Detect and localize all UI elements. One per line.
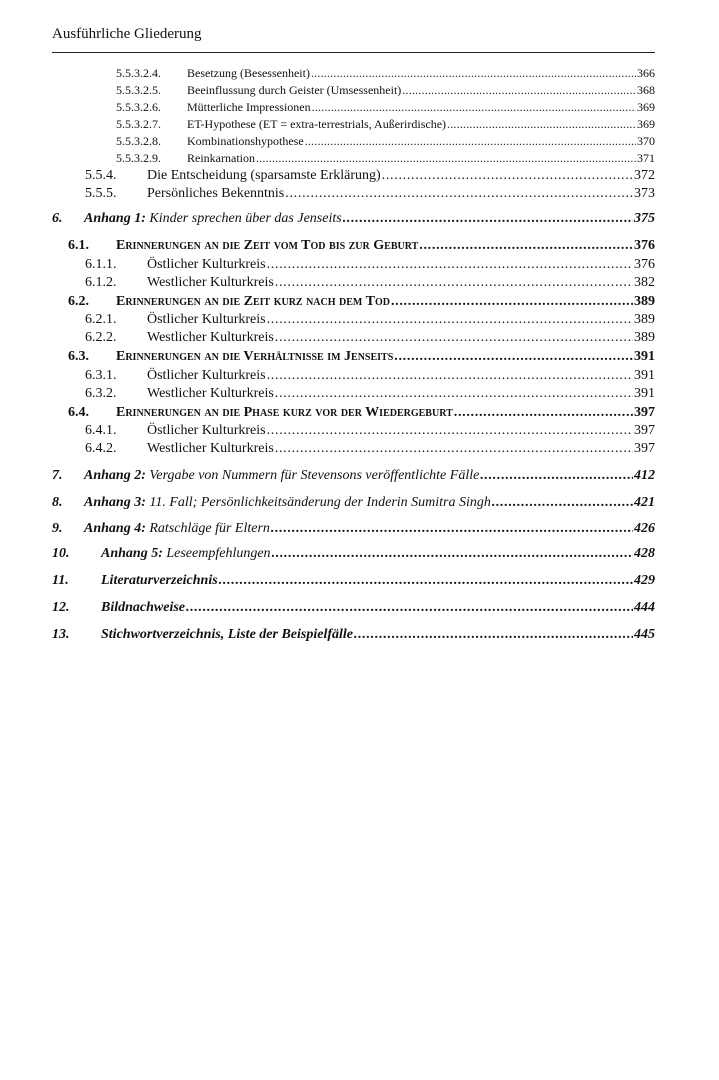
toc-page-number: 444	[634, 600, 655, 615]
toc-page-number: 376	[634, 257, 655, 272]
toc-page-number: 369	[637, 117, 655, 131]
toc-entry-number: 5.5.5.	[85, 186, 117, 201]
toc-page-number: 426	[634, 521, 655, 536]
toc-entry-number: 6.2.2.	[85, 330, 117, 345]
toc-leader-dots	[272, 546, 633, 562]
toc-entry-title-bold: Stichwortverzeichnis, Liste der Beispielfälle	[101, 627, 353, 642]
toc-entry-title-rest: Vergabe von Nummern für Stevensons veröffentlichte Fälle	[145, 468, 480, 483]
toc-page-number: 391	[634, 349, 655, 364]
toc-entry-number: 7.	[52, 468, 63, 483]
toc-leader-dots	[312, 100, 636, 115]
toc-entry-number: 5.5.3.2.6.	[116, 100, 161, 114]
toc-page-number: 445	[634, 627, 655, 642]
toc-entry-title-rest: 11. Fall; Persönlichkeitsänderung der Inderin Sumitra Singh	[145, 495, 491, 510]
toc-entry-title: Erinnerungen an die Zeit kurz nach dem Tod	[116, 294, 390, 309]
toc-leader-dots	[267, 257, 633, 273]
toc-leader-dots	[267, 423, 633, 439]
toc-page-number: 370	[637, 134, 655, 148]
toc-entry-title-bold: Bildnachweise	[101, 600, 186, 615]
toc-page-number: 375	[634, 211, 655, 226]
toc-leader-dots	[311, 66, 636, 81]
toc-entry-title-bold: Anhang 1:	[84, 211, 146, 226]
toc-entry-title: Westlicher Kulturkreis	[147, 275, 274, 290]
toc-page-number: 397	[634, 405, 655, 420]
toc-leader-dots	[305, 134, 636, 149]
toc-page-number: 389	[634, 330, 655, 345]
toc-page-number: 389	[634, 312, 655, 327]
toc-entry-title: Östlicher Kulturkreis	[147, 312, 266, 327]
toc-entry-title-bold: Anhang 4:	[84, 521, 146, 536]
toc-entry-title: Erinnerungen an die Phase kurz vor der Wiedergeburt	[116, 405, 453, 420]
toc-page-number: 371	[637, 151, 655, 165]
toc-page-number: 368	[637, 83, 655, 97]
toc-leader-dots	[267, 368, 633, 384]
toc-entry-number: 6.2.	[68, 294, 89, 309]
toc-entry-title: ET-Hypothese (ET = extra-terrestrials, Außerirdische)	[187, 117, 447, 131]
toc-page-number: 391	[634, 368, 655, 383]
toc-entry-number: 5.5.4.	[85, 168, 117, 183]
toc-page-number: 389	[634, 294, 655, 309]
toc-entry-number: 11.	[52, 573, 69, 588]
toc-entry-number: 6.4.	[68, 405, 89, 420]
toc-entry-title: Beeinflussung durch Geister (Umsessenheit)	[187, 83, 402, 97]
toc-entry-number: 6.1.2.	[85, 275, 117, 290]
toc-entry-number: 5.5.3.2.9.	[116, 151, 161, 165]
toc-entry-title-rest: Leseempfehlungen	[162, 546, 271, 561]
toc-entry-number: 6.4.2.	[85, 441, 117, 456]
toc-entry-title: Westlicher Kulturkreis	[147, 330, 274, 345]
toc-entry-number: 9.	[52, 521, 63, 536]
toc-entry-title-bold: Literaturverzeichnis	[101, 573, 218, 588]
toc-entry-title: Mütterliche Impressionen	[187, 100, 311, 114]
toc-leader-dots	[267, 312, 633, 328]
toc-entry-title	[101, 573, 218, 589]
toc-leader-dots	[419, 238, 633, 254]
toc-leader-dots	[256, 151, 636, 166]
toc-page-number: 421	[634, 495, 655, 510]
toc-entry-number: 6.	[52, 211, 63, 226]
toc-entry-number: 6.3.1.	[85, 368, 117, 383]
toc-entry-title: Besetzung (Besessenheit)	[187, 66, 310, 80]
toc-leader-dots	[354, 627, 633, 643]
toc-entry-title	[101, 627, 353, 643]
toc-leader-dots	[492, 495, 633, 511]
toc-page-number: 376	[634, 238, 655, 253]
toc-entry-title-bold: Anhang 5:	[101, 546, 163, 561]
toc-leader-dots	[275, 330, 633, 346]
toc-entry-number: 8.	[52, 495, 63, 510]
toc-entry-title: Die Entscheidung (sparsamste Erklärung)	[147, 168, 381, 183]
toc-entry-number: 5.5.3.2.4.	[116, 66, 161, 80]
toc-entry-number: 5.5.3.2.8.	[116, 134, 161, 148]
toc-entry-title	[84, 521, 270, 537]
toc-leader-dots	[382, 168, 633, 184]
toc-entry-title	[84, 468, 479, 484]
toc-entry-title-rest: Kinder sprechen über das Jenseits	[145, 211, 342, 226]
toc-entry-number: 6.3.2.	[85, 386, 117, 401]
toc-entry-title	[101, 600, 185, 616]
toc-entry-title: Westlicher Kulturkreis	[147, 386, 274, 401]
toc-leader-dots	[186, 600, 633, 616]
toc-leader-dots	[402, 83, 636, 98]
toc-entry-title: Persönliches Bekenntnis	[147, 186, 285, 201]
toc-leader-dots	[275, 386, 633, 402]
toc-leader-dots	[219, 573, 633, 589]
toc-entry-number: 5.5.3.2.5.	[116, 83, 161, 97]
toc-leader-dots	[480, 468, 633, 484]
toc-page-number: 372	[634, 168, 655, 183]
toc-page-number: 369	[637, 100, 655, 114]
toc-leader-dots	[275, 441, 633, 457]
toc-entry-title	[101, 546, 271, 562]
header-rule	[52, 52, 655, 53]
running-header: Ausführliche Gliederung	[52, 26, 202, 42]
toc-entry-number: 10.	[52, 546, 70, 561]
toc-page-number: 366	[637, 66, 655, 80]
toc-entry-title-rest: Ratschläge für Eltern	[145, 521, 270, 536]
toc-page-number: 382	[634, 275, 655, 290]
toc-leader-dots	[275, 275, 633, 291]
toc-entry-number: 5.5.3.2.7.	[116, 117, 161, 131]
toc-entry-title	[84, 211, 342, 227]
toc-page-number: 397	[634, 423, 655, 438]
toc-page-number: 391	[634, 386, 655, 401]
toc-leader-dots	[394, 349, 633, 365]
toc-entry-title-bold: Anhang 3:	[84, 495, 146, 510]
toc-entry-number: 13.	[52, 627, 70, 642]
toc-leader-dots	[447, 117, 636, 132]
toc-leader-dots	[271, 521, 633, 537]
toc-entry-title: Östlicher Kulturkreis	[147, 423, 266, 438]
toc-entry-title: Kombinationshypothese	[187, 134, 304, 148]
toc-leader-dots	[343, 211, 633, 227]
toc-entry-number: 6.4.1.	[85, 423, 117, 438]
toc-entry-title: Erinnerungen an die Zeit vom Tod bis zur Geburt	[116, 238, 419, 253]
toc-entry-title: Östlicher Kulturkreis	[147, 368, 266, 383]
toc-leader-dots	[454, 405, 633, 421]
toc-entry-title: Reinkarnation	[187, 151, 255, 165]
toc-entry-number: 6.1.1.	[85, 257, 117, 272]
toc-page-number: 373	[634, 186, 655, 201]
toc-page-number: 429	[634, 573, 655, 588]
toc-entry-number: 6.1.	[68, 238, 89, 253]
toc-entry-title: Westlicher Kulturkreis	[147, 441, 274, 456]
toc-entry-title	[84, 495, 491, 511]
toc-page-number: 428	[634, 546, 655, 561]
toc-entry-number: 6.2.1.	[85, 312, 117, 327]
toc-entry-number: 12.	[52, 600, 70, 615]
toc-leader-dots	[391, 294, 633, 310]
toc-page-number: 412	[634, 468, 655, 483]
toc-entry-title-bold: Anhang 2:	[84, 468, 146, 483]
toc-entry-title: Östlicher Kulturkreis	[147, 257, 266, 272]
toc-entry-number: 6.3.	[68, 349, 89, 364]
toc-entry-title: Erinnerungen an die Verhältnisse im Jenseits	[116, 349, 394, 364]
toc-page-number: 397	[634, 441, 655, 456]
toc-leader-dots	[285, 186, 633, 202]
